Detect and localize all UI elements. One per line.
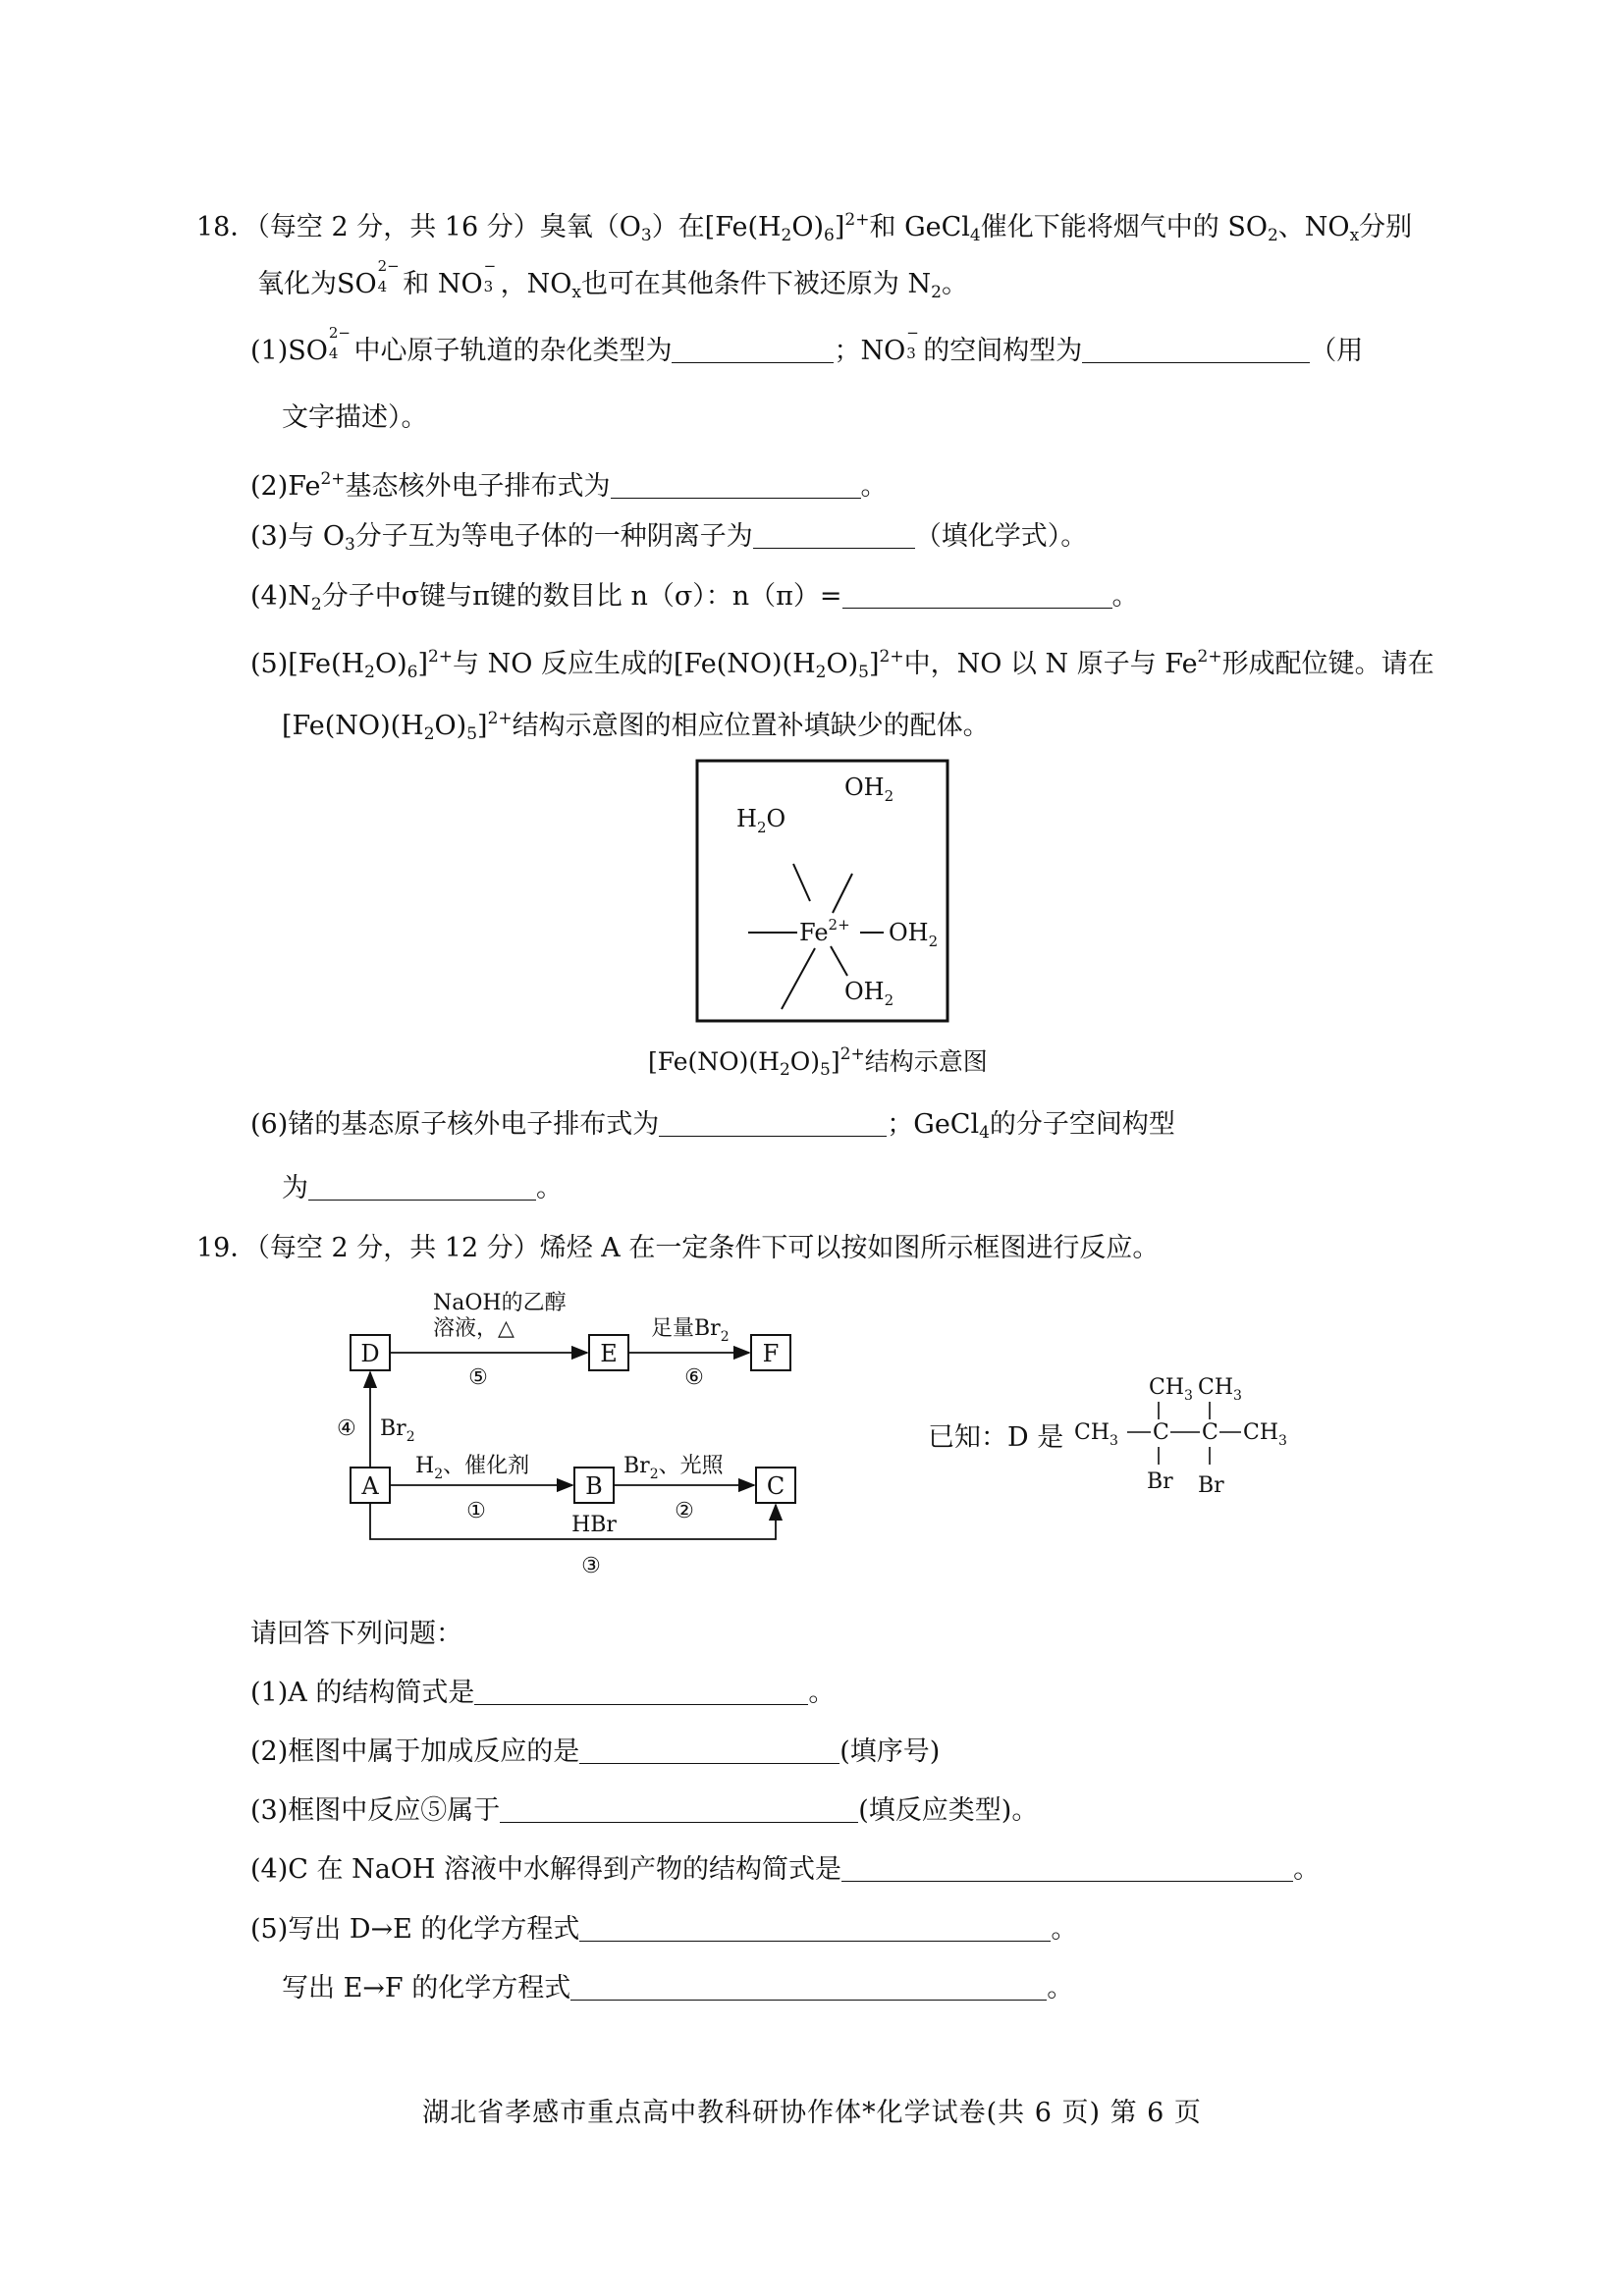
q19-prompt: 请回答下列问题： bbox=[250, 1619, 462, 1649]
center-fe: $Fe^{2+}$ bbox=[799, 916, 850, 946]
svg-text:③: ③ bbox=[581, 1554, 601, 1578]
q18-part5: $(5)[Fe(H_2O)_6]^{2+}$与 NO 反应生成的$[Fe(NO)(H_2O)_5]^{2+}$中，NO 以 N 原子与 $Fe^{2+}$形成配位键。请在 bbox=[250, 647, 1435, 682]
reaction-scheme bbox=[339, 1286, 830, 1580]
svg-text:C: C bbox=[1202, 1420, 1218, 1445]
known-label: 已知：D 是 bbox=[928, 1422, 1064, 1453]
svg-text:H2、催化剂: $H_2$、催化剂 bbox=[415, 1454, 530, 1482]
svg-text:F: F bbox=[762, 1340, 780, 1367]
q18-number: 18． bbox=[196, 212, 257, 242]
answer-blank[interactable] bbox=[659, 1108, 887, 1137]
answer-blank[interactable] bbox=[841, 1853, 1293, 1882]
svg-text:Br2: $Br_2$ bbox=[380, 1416, 415, 1445]
svg-text:A: A bbox=[361, 1472, 379, 1500]
q18-part2: $(2)Fe^{2+}$基态核外电子排布式为 。 bbox=[250, 469, 888, 502]
q19-part2: (2)框图中属于加成反应的是 (填序号) bbox=[250, 1736, 941, 1767]
svg-text:CH3: $CH_3$ bbox=[1074, 1420, 1118, 1449]
q18-part5-cont: $[Fe(NO)(H_2O)_5]^{2+}$结构示意图的相应位置补填缺少的配体。 bbox=[282, 709, 990, 744]
svg-text:足量Br2: 足量$Br_2$ bbox=[651, 1316, 730, 1345]
q18-part6-cont: 为 。 bbox=[282, 1173, 563, 1203]
q19-part1: (1)A 的结构简式是 。 bbox=[250, 1678, 836, 1708]
bond-lower-left bbox=[782, 948, 815, 1009]
answer-blank[interactable] bbox=[672, 335, 834, 363]
svg-text:Br: Br bbox=[1147, 1469, 1173, 1494]
svg-text:D: D bbox=[360, 1340, 380, 1367]
so4-charge: 2− 4 bbox=[377, 257, 400, 295]
svg-text:②: ② bbox=[675, 1499, 694, 1523]
no3-charge: − 3 bbox=[483, 257, 497, 295]
q19-number: 19． bbox=[196, 1233, 257, 1263]
q19-part5: (5)写出 D→E 的化学方程式 。 bbox=[250, 1914, 1078, 1945]
answer-blank[interactable] bbox=[842, 580, 1112, 609]
q19-part3: (3)框图中反应⑤属于 (填反应类型)。 bbox=[250, 1795, 1039, 1826]
q18-part6: (6)锗的基态原子核外电子排布式为 ；GeCl$_4$的分子空间构型 bbox=[250, 1109, 1175, 1143]
svg-text:溶液，△: 溶液，△ bbox=[433, 1316, 514, 1341]
answer-blank[interactable] bbox=[500, 1794, 858, 1823]
q18-intro-line2: 氧化为SO 2− 4 和 NO − 3 ，$NO_x$也可在其他条件下被还原为 $N_2$。 bbox=[257, 257, 968, 302]
bond-upper-right bbox=[833, 874, 852, 913]
q18-part4: $(4)N_2$分子中σ键与π键的数目比 n（σ）：n（π）= 。 bbox=[250, 581, 1139, 614]
d-structure bbox=[1070, 1364, 1326, 1512]
svg-text:C: C bbox=[766, 1472, 785, 1500]
svg-text:④: ④ bbox=[337, 1416, 356, 1441]
svg-text:CH3: $CH_3$ bbox=[1243, 1420, 1287, 1449]
svg-text:Br2、光照: $Br_2$、光照 bbox=[623, 1454, 724, 1482]
svg-text:CH3: $CH_3$ bbox=[1149, 1375, 1193, 1404]
page-footer: 湖北省孝感市重点高中教科研协作体*化学试卷(共 6 页) 第 6 页 bbox=[422, 2098, 1202, 2128]
answer-blank[interactable] bbox=[1082, 335, 1310, 363]
bond-lower-right bbox=[831, 946, 847, 976]
q18-part1-cont: 文字描述）。 bbox=[282, 402, 428, 433]
svg-text:Br: Br bbox=[1198, 1473, 1224, 1498]
svg-text:HBr: HBr bbox=[571, 1513, 617, 1537]
answer-blank[interactable] bbox=[308, 1172, 536, 1201]
svg-text:⑤: ⑤ bbox=[468, 1365, 488, 1390]
figure-frame bbox=[697, 761, 947, 1021]
q18-part3: (3)与 $O_3$分子互为等电子体的一种阴离子为 （填化学式）。 bbox=[250, 521, 1088, 555]
svg-text:NaOH的乙醇: NaOH的乙醇 bbox=[433, 1291, 567, 1315]
svg-text:E: E bbox=[600, 1340, 618, 1367]
svg-text:C: C bbox=[1153, 1420, 1169, 1445]
q19-part5-cont: 写出 E→F 的化学方程式 。 bbox=[282, 1973, 1074, 2003]
answer-blank[interactable] bbox=[579, 1913, 1051, 1942]
svg-text:①: ① bbox=[466, 1499, 486, 1523]
fe-complex-figure bbox=[687, 756, 962, 1031]
figure-caption: $[Fe(NO)(H_2O)_5]^{2+}$结构示意图 bbox=[648, 1044, 988, 1080]
q18-part1: (1)SO 2− 4 中心原子轨道的杂化类型为 ；NO − 3 的空间构型为 （用 bbox=[250, 324, 1364, 366]
answer-blank[interactable] bbox=[611, 470, 861, 499]
ligand-oh2-right: $OH_2$ bbox=[889, 919, 939, 950]
answer-blank[interactable] bbox=[579, 1735, 839, 1764]
q19-part4: (4)C 在 NaOH 溶液中水解得到产物的结构简式是 。 bbox=[250, 1854, 1321, 1885]
q19-intro: 19．（每空 2 分，共 12 分）烯烃 A 在一定条件下可以按如图所示框图进行反应。 bbox=[196, 1233, 1160, 1263]
svg-text:⑥: ⑥ bbox=[684, 1365, 704, 1390]
ligand-h2o-upper-left: $H_2O$ bbox=[736, 805, 786, 836]
answer-blank[interactable] bbox=[474, 1677, 808, 1705]
ligand-oh2-bottom: $OH_2$ bbox=[844, 978, 894, 1009]
bond-upper-left bbox=[793, 864, 810, 901]
svg-text:B: B bbox=[585, 1472, 603, 1500]
answer-blank[interactable] bbox=[753, 520, 915, 549]
q18-intro-line1: 18．（每空 2 分，共 16 分）臭氧$(O_3)$在$[Fe(H_2O)_6]^{2+}$和 GeCl$_4$催化下能将烟气中的 $SO_2$、$NO_x$分别 bbox=[196, 210, 1413, 245]
ligand-oh2-top: $OH_2$ bbox=[844, 774, 894, 805]
svg-text:CH3: $CH_3$ bbox=[1198, 1375, 1242, 1404]
answer-blank[interactable] bbox=[570, 1972, 1047, 2001]
